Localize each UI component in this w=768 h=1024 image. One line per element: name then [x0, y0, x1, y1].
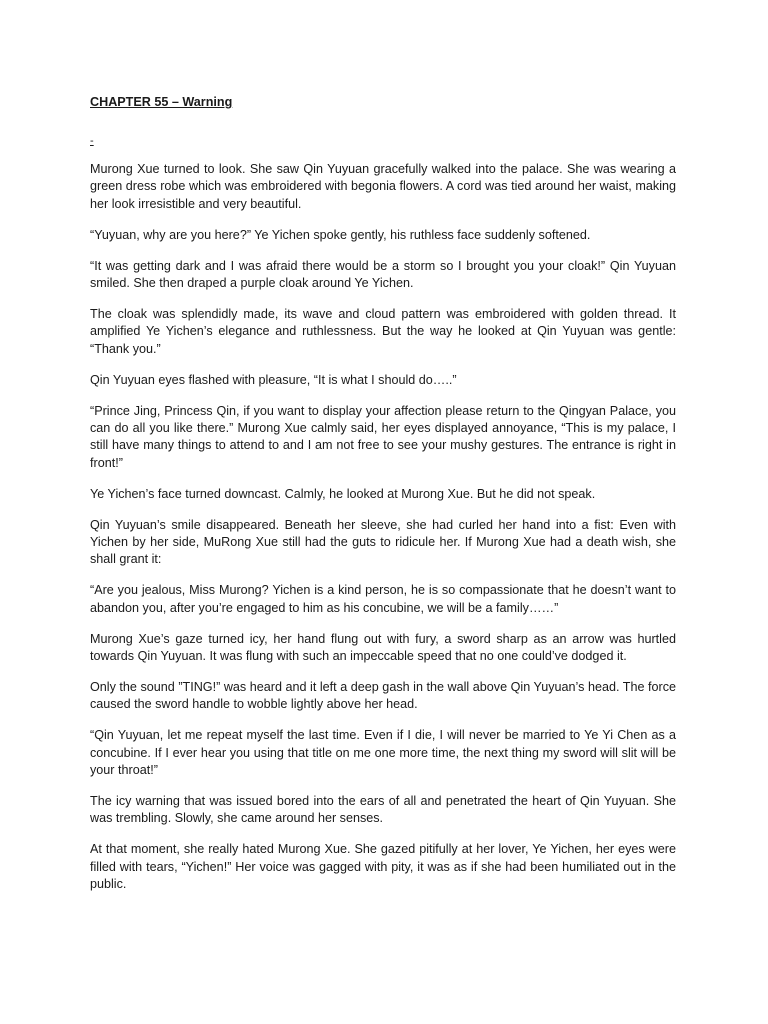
paragraph-2: “Yuyuan, why are you here?” Ye Yichen spoke gently, his ruthless face suddenly softened.	[90, 227, 591, 242]
paragraph-3: “It was getting dark and I was afraid there would be a storm so I brought you your cloak!” Qin Yuyuan smiled. She then draped a purple cloak around Ye Yichen.	[90, 258, 676, 291]
paragraph-1: Murong Xue turned to look. She saw Qin Yuyuan gracefully walked into the palace. She was wearing a green dress robe which was embroidered with begonia flowers. A cord was tied around her waist, making her look irresistible and very beautiful.	[90, 162, 676, 211]
paragraph-10: Murong Xue’s gaze turned icy, her hand flung out with fury, a sword sharp as an arrow was hurtled towards Qin Yuyuan. It was flung with such an impeccable speed that no one could’ve dodged it.	[90, 631, 676, 664]
paragraph-11: Only the sound ”TING!” was heard and it left a deep gash in the wall above Qin Yuyuan’s head. The force caused the sword handle to wobble lightly above her head.	[90, 679, 676, 712]
paragraph-7: Ye Yichen’s face turned downcast. Calmly, he looked at Murong Xue. But he did not speak.	[90, 486, 596, 501]
document-page	[90, 94, 676, 907]
paragraph-14: At that moment, she really hated Murong Xue. She gazed pitifully at her lover, Ye Yichen, her eyes were filled with tears, “Yichen!” Her voice was gagged with pity, it was as if she had been humiliated out in the public.	[90, 842, 676, 892]
paragraph-4: The cloak was splendidly made, its wave and cloud pattern was embroidered with golden thread. It amplified Ye Yichen’s elegance and ruthlessness. But the way he looked at Qin Yuyuan was gentle: “Thank you.”	[90, 306, 676, 356]
paragraph-5: Qin Yuyuan eyes flashed with pleasure, “It is what I should do…..”	[90, 372, 457, 387]
chapter-title: CHAPTER 55 – Warning	[90, 95, 233, 109]
paragraph-13: The icy warning that was issued bored into the ears of all and penetrated the heart of Qin Yuyuan. She was trembling. Slowly, she came around her senses.	[90, 793, 676, 826]
section-marker: -	[90, 135, 94, 147]
paragraph-12: “Qin Yuyuan, let me repeat myself the last time. Even if I die, I will never be married to Ye Yi Chen as a concubine. If I ever hear you using that title on me one more time, the next thing my sword will slit will be your throat!”	[90, 728, 676, 778]
paragraph-8: Qin Yuyuan’s smile disappeared. Beneath her sleeve, she had curled her hand into a fist: Even with Yichen by her side, MuRong Xue still had the guts to ridicule her. If Murong Xue had a death wish, she shall grant it:	[90, 517, 676, 567]
paragraph-9: “Are you jealous, Miss Murong? Yichen is a kind person, he is so compassionate that he doesn’t want to abandon you, after you’re engaged to him as his concubine, we will be a family……”	[90, 583, 676, 615]
paragraph-6: “Prince Jing, Princess Qin, if you want to display your affection please return to the Qingyan Palace, you can do all you like there.” Murong Xue calmly said, her eyes displayed annoyance, “This is my palace, I still have many things to attend to and I am not free to see your mushy gestures. The entrance is right in front!”	[90, 403, 676, 470]
